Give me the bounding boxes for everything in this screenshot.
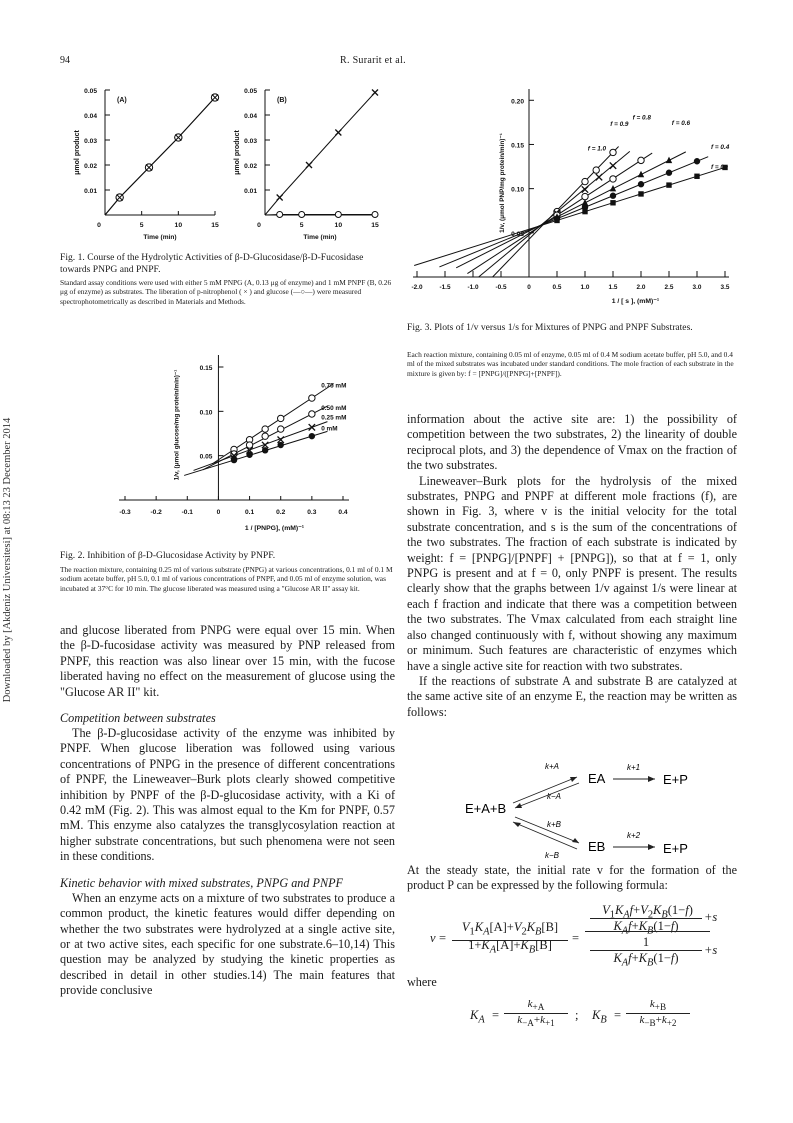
y-tick-label: 0.03: [84, 138, 97, 145]
x-tick-label: -0.2: [150, 509, 162, 516]
data-point: [246, 452, 252, 458]
series-line: [194, 422, 328, 471]
panel-label: (A): [117, 97, 127, 104]
data-point: [582, 209, 587, 214]
fig1-chart: [60, 80, 390, 250]
data-point: [582, 193, 588, 199]
x-tick-label: 0.4: [338, 509, 348, 516]
series-label: 0.25 mM: [321, 414, 347, 422]
x-axis-label: 1 / [ s ], (mM)⁻¹: [611, 298, 660, 305]
series-label: f = 0.6: [671, 120, 691, 128]
rate-label: k−B: [545, 851, 560, 860]
series-label: 0.75 mM: [321, 382, 347, 390]
rate-label: k+A: [545, 762, 560, 771]
y-tick-label: 0.02: [84, 163, 97, 170]
scheme-reactants: E+A+B: [465, 801, 507, 816]
y-tick-label: 0.20: [511, 98, 524, 106]
y-tick-label: 0.01: [244, 188, 257, 195]
x-tick-label: -2.0: [411, 284, 423, 291]
fig2-chart: [105, 345, 380, 545]
y-tick-label: 0.15: [199, 365, 213, 372]
panel-label: (B): [277, 97, 287, 104]
data-point: [262, 447, 268, 453]
x-tick-label: 3.0: [692, 284, 702, 291]
x-tick-label: 15: [211, 222, 219, 229]
series-line: [414, 167, 728, 266]
x-tick-label: 1.0: [580, 284, 590, 291]
data-point: [299, 212, 305, 218]
y-tick-label: 0.05: [244, 88, 257, 95]
series-label: f = 1.0: [587, 145, 607, 153]
y-axis-label: μmol product: [74, 130, 81, 175]
x-axis-label: 1 / [PNPG], (mM)⁻¹: [244, 525, 305, 532]
scheme-product: E+P: [663, 841, 688, 856]
data-point: [554, 218, 559, 223]
y-tick-label: 0.15: [511, 142, 524, 150]
series-line: [212, 384, 333, 464]
data-point: [277, 212, 283, 218]
y-tick-label: 0.01: [84, 188, 97, 195]
y-tick-label: 0.05: [84, 88, 97, 95]
data-point: [666, 157, 672, 163]
data-point: [278, 442, 284, 448]
rate-equation: v = $V_1K_A[A]+V_2K_B[B]$ $1+K_A[A]+K_B[B]$ = $V_1K_Af+V_2K_B(1-f)$ $K_Af+K_B(1-f)$ +s 1 $K_Af+K_B(1-f)$ +s: [430, 903, 718, 969]
reaction-scheme: [455, 755, 735, 860]
section-heading: Kinetic behavior with mixed substrates, PNPG and PNPF: [60, 875, 343, 890]
x-tick-label: 10: [334, 222, 343, 229]
x-tick-label: 5: [299, 222, 304, 229]
x-tick-label: 0: [216, 509, 221, 516]
x-tick-label: 5: [139, 222, 144, 229]
x-axis-label: Time (min): [143, 234, 177, 241]
data-point: [309, 411, 315, 417]
x-tick-label: 0.5: [552, 284, 562, 291]
fig2-caption-title: Fig. 2. Inhibition of β-D-Glucosidase Activity by PNPF.: [60, 550, 276, 561]
x-tick-label: 2.0: [636, 284, 646, 291]
data-point: [610, 193, 616, 199]
data-point: [638, 181, 644, 187]
x-tick-label: 0: [257, 222, 261, 229]
arrowhead: [648, 844, 655, 850]
x-tick-label: 1.5: [608, 284, 618, 291]
series-label: 0 mM: [321, 425, 338, 433]
fig1-caption-title: Fig. 1. Course of the Hydrolytic Activities of β-D-Glucosidase/β-D-Fucosidase towards PNPG and PNPF.: [60, 252, 364, 275]
series-label: f = 0.9: [610, 120, 629, 128]
data-point: [593, 167, 599, 173]
data-point: [610, 149, 616, 155]
y-axis-label: 1/v, (μmol glucose/mg protein/min)⁻¹: [173, 369, 181, 481]
y-tick-label: 0.10: [199, 409, 213, 417]
download-notice: Downloaded by [Akdeniz Universitesi] at 08:13 23 December 2014: [2, 417, 13, 703]
data-point: [666, 170, 672, 176]
y-axis-label: 1/v, (μmol PNP/mg protein/min)⁻¹: [499, 133, 506, 233]
arrow-reverse-b: [513, 822, 577, 849]
data-point: [335, 212, 341, 218]
x-tick-label: 0.2: [276, 509, 286, 516]
data-point: [262, 426, 268, 432]
fig3-caption-title: Fig. 3. Plots of 1/v versus 1/s for Mixtures of PNPG and PNPF Substrates.: [407, 322, 693, 333]
x-tick-label: 0: [527, 284, 531, 291]
page-number: 94: [60, 55, 70, 66]
series-label: f = 0.4: [711, 143, 730, 151]
x-tick-label: -1.0: [467, 284, 479, 291]
data-point: [694, 158, 700, 164]
fig3-caption-body: Each reaction mixture, containing 0.05 ml of enzyme, 0.05 ml of 0.4 M sodium acetate buffer, pH 5.0, and 0.4 ml of the mixed substrates was incubated under standard conditions. The mole fraction of each substrate in the mixture is given by: f = [PNPG]/([PNPG]+[PNPF]).: [407, 350, 734, 378]
x-tick-label: 0: [97, 222, 101, 229]
x-tick-label: -1.5: [439, 284, 451, 291]
data-point: [278, 415, 284, 421]
x-axis-label: Time (min): [303, 234, 337, 241]
y-axis-label: μmol product: [234, 130, 241, 175]
scheme-product: E+P: [663, 772, 688, 787]
data-point: [610, 185, 616, 191]
data-point: [610, 176, 616, 182]
series-line: [456, 152, 686, 268]
x-tick-label: -0.1: [181, 509, 193, 516]
x-tick-label: 0.3: [307, 509, 317, 516]
y-tick-label: 0.05: [199, 453, 213, 461]
arrow-forward-a: [513, 777, 577, 803]
y-tick-label: 0.10: [511, 186, 524, 194]
arrowhead: [570, 777, 577, 782]
arrowhead: [515, 803, 522, 808]
data-point: [372, 212, 378, 218]
k-definitions: $K_A$ = $k_{+A}$ $k_{-A}+k_{+1}$ ; $K_B$ = $k_{+B}$ $k_{-B}+k_{+2}$: [470, 996, 740, 1036]
data-point: [638, 191, 643, 196]
fig3-chart: [405, 82, 745, 314]
series-label: 0.50 mM: [321, 404, 347, 412]
right-column: [407, 412, 737, 720]
x-tick-label: 2.5: [664, 284, 674, 291]
y-tick-label: 0.03: [244, 138, 257, 145]
x-tick-label: -0.3: [119, 509, 131, 516]
rate-label: k−A: [547, 792, 562, 801]
x-tick-label: 10: [174, 222, 183, 229]
section-heading: Competition between substrates: [60, 711, 216, 726]
y-tick-label: 0.04: [244, 113, 257, 120]
arrowhead: [513, 822, 521, 827]
paragraph: If the reactions of substrate A and substrate B are catalyzed at the same active site of an enzyme E, the reaction may be written as follows:: [407, 673, 737, 719]
fig2-caption-body: The reaction mixture, containing 0.25 ml of various substrate (PNPG) at various concentrations, 0.1 ml of 0.1 M sodium acetate buffer, pH 5.0, 0.1 ml of various concentrations of PNPF, and 0.05 ml of enzyme solution, was incubated at 37°C for 10 min. The glucose liberated was measured using a "Glucose AR II" assay kit.: [60, 565, 393, 593]
x-tick-label: 15: [371, 222, 379, 229]
data-point: [582, 178, 588, 184]
data-point: [309, 395, 315, 401]
paragraph: information about the active site are: 1) the possibility of competition between the two substrates, 2) the linearity of double reciprocal plots, and 3) the dependence of Vmax on the fraction of the two substrates.: [407, 412, 737, 473]
rate-label: k+1: [627, 763, 641, 772]
series-label: f = 0.8: [632, 114, 651, 122]
where-label: where: [407, 975, 437, 989]
paragraph: The β-D-glucosidase activity of the enzyme was inhibited by PNPF. When glucose liberation was followed using various concentrations of PNPG in the presence of different concentrations of PNPF, the Lineweaver–Burk plots clearly showed competitive inhibition by PNPF of the β-D-glucosidase activity, with a Ki of 0.42 mM (Fig. 2). This was almost equal to the Km for PNPF, 0.57 mM. This enzyme also catalyzes the transglycosylation reaction at higher substrate concentrations, but such phenomena were not seen in these conditions.: [60, 726, 395, 864]
y-tick-label: 0.04: [84, 113, 97, 120]
arrowhead: [648, 776, 655, 782]
x-tick-label: 3.5: [720, 284, 730, 291]
rate-label: k+2: [627, 831, 641, 840]
rate-label: k+B: [547, 820, 562, 829]
data-point: [638, 157, 644, 163]
paragraph: At the steady state, the initial rate v for the formation of the product P can be expressed by the following formula:: [407, 863, 737, 893]
data-point: [262, 433, 268, 439]
paragraph: When an enzyme acts on a mixture of two substrates to produce a common product, the kinetic features would differ depending on whether the two substrates were hydrolyzed at a single active site, or at two active sites, each specific for one substrate.6–10,14) This question may be analyzed by studying the kinetic properties as described in detail in other studies.14) The main features that provide conclusive: [60, 890, 395, 998]
data-point: [666, 182, 671, 187]
paragraph: and glucose liberated from PNPG were equal over 15 min. When the β-D-fucosidase activity was measured by PNP released from PNPF, this reaction was also linear over 15 min, with the fucose liberated having no effect on the measurement of glucose using the "Glucose AR II" kit.: [60, 623, 395, 699]
scheme-ea: EA: [588, 771, 606, 786]
fig1-caption-body: Standard assay conditions were used with either 5 mM PNPG (A, 0.13 μg of enzyme) and 1 mM PNPF (B, 0.26 μg of enzyme) as substrates. The liberation of p-nitrophenol ( × ) and glucose (—○—) were measured spectrophotometrically as described in Materials and Methods.: [60, 278, 392, 306]
x-tick-label: -0.5: [495, 284, 507, 291]
series-line: [265, 93, 375, 216]
left-column: [60, 623, 395, 999]
scheme-eb: EB: [588, 839, 606, 854]
data-point: [309, 433, 315, 439]
data-point: [694, 174, 699, 179]
data-point: [278, 426, 284, 432]
series-label: f = 0: [711, 164, 724, 172]
data-point: [610, 200, 615, 205]
running-head: R. Surarit et al.: [340, 55, 406, 66]
x-tick-label: 0.1: [244, 509, 255, 516]
data-point: [231, 457, 237, 463]
data-point: [638, 171, 644, 177]
paragraph: Lineweaver–Burk plots for the hydrolysis of the mixed substrates, PNPG and PNPF at different mole fractions (f), are shown in Fig. 3, where v is the initial velocity for the total substrate concentration, and s is the sum of the concentrations of the two substrates. The fraction of each substrate is indicated by weight: f = [PNPG]/[PNPF] + [PNPG]), so that at f = 1, only PNPG is present and at f = 0, only PNPF is present. The results clearly show that the graphs between 1/v against 1/s were linear at each f fraction and indicate that there was a competition between the two substrates. The Vmax calculated from each straight line also changed continuously with f, without showing any maximum or minimum. Such features are characteristic of enzymes which have a single active site for reaction with two substrates.: [407, 473, 737, 673]
y-tick-label: 0.02: [244, 163, 257, 170]
